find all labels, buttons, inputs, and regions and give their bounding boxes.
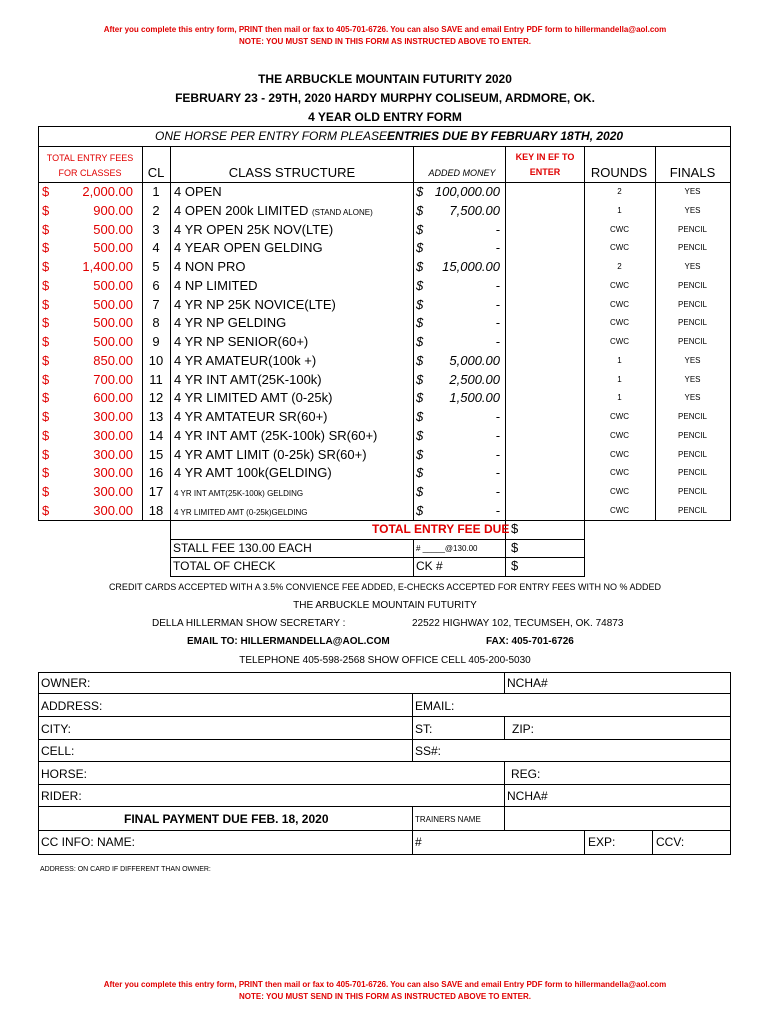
- class-number: 11: [149, 371, 163, 387]
- class-number: 16: [148, 465, 164, 481]
- class-name-main: 4 OPEN: [174, 184, 222, 199]
- class-name: [174, 184, 222, 199]
- added-amount: 100,000.00: [434, 184, 500, 199]
- fee-dollar-sign: $: [42, 202, 50, 218]
- added-amount: 1,500.00: [449, 390, 500, 406]
- fee-amount: 500.00: [93, 334, 133, 349]
- rounds-value: CWC: [609, 318, 630, 328]
- class-name: [174, 315, 286, 330]
- class-number: 5: [152, 259, 160, 274]
- final-payment-note: FINAL PAYMENT DUE FEB. 18, 2020: [124, 812, 329, 826]
- finals-value: PENCIL: [678, 430, 707, 440]
- class-number: 6: [152, 277, 160, 293]
- class-name: [174, 372, 322, 387]
- class-name: [174, 428, 377, 443]
- class-name-main: 4 YR AMTATEUR SR(60+): [174, 409, 328, 424]
- entry-fee-key-cell[interactable]: [506, 315, 583, 332]
- fee-dollar-sign: $: [42, 484, 50, 499]
- class-name: [174, 240, 323, 255]
- added-dollar-sign: $: [416, 409, 424, 424]
- city-field[interactable]: CITY:: [41, 722, 72, 736]
- fee-amount: 300.00: [93, 502, 133, 518]
- zip-field[interactable]: ZIP:: [512, 722, 535, 736]
- added-dollar-sign: $: [416, 390, 424, 406]
- one-horse-note: ONE HORSE PER ENTRY FORM PLEASE: [155, 129, 388, 143]
- cc-ccv-field[interactable]: CCV:: [656, 835, 685, 849]
- class-name-note: 4 YR INT AMT(25K-100k) GELDING: [174, 489, 304, 498]
- trainers-name-field[interactable]: TRAINERS NAME: [415, 815, 481, 824]
- class-name: [174, 222, 333, 237]
- class-name: [174, 503, 308, 518]
- added-amount: -: [495, 240, 500, 256]
- class-name-main: 4 YR LIMITED AMT (0-25k): [174, 390, 333, 406]
- class-name: [174, 278, 258, 293]
- total-check-dollar: $: [511, 558, 519, 573]
- rider-field[interactable]: RIDER:: [41, 789, 82, 803]
- rounds-value: 1: [617, 205, 622, 215]
- fee-dollar-sign: $: [42, 184, 50, 199]
- rounds-value: 1: [617, 374, 622, 384]
- fee-dollar-sign: $: [42, 240, 50, 256]
- entry-fee-key-cell[interactable]: [506, 372, 583, 389]
- added-amount: 7,500.00: [449, 202, 500, 218]
- fee-dollar-sign: $: [42, 315, 50, 331]
- added-amount: 5,000.00: [449, 352, 500, 368]
- entry-fee-key-cell[interactable]: [506, 390, 583, 407]
- class-name: [174, 259, 246, 274]
- rounds-value: CWC: [609, 299, 630, 309]
- finals-value: YES: [684, 393, 701, 403]
- finals-value: PENCIL: [678, 299, 707, 309]
- finals-value: YES: [684, 262, 701, 271]
- class-name-main: 4 YR AMT 100k(GELDING): [174, 465, 332, 481]
- fee-dollar-sign: $: [42, 352, 50, 368]
- rounds-value: CWC: [609, 449, 630, 459]
- entry-fee-key-cell[interactable]: [506, 465, 583, 482]
- event-dates: FEBRUARY 23 - 29TH, 2020 HARDY MURPHY COLISEUM, ARDMORE, OK.: [175, 91, 595, 105]
- added-amount: 2,500.00: [449, 371, 500, 387]
- entry-fee-key-cell[interactable]: [506, 409, 583, 426]
- fee-dollar-sign: $: [42, 390, 50, 406]
- rounds-value: CWC: [609, 412, 630, 421]
- added-dollar-sign: $: [416, 221, 424, 237]
- class-name-main: 4 YR AMT LIMIT (0-25k) SR(60+): [174, 446, 367, 462]
- added-amount: -: [495, 296, 500, 312]
- cc-name-field[interactable]: CC INFO: NAME:: [41, 835, 136, 849]
- class-name: [174, 447, 367, 462]
- class-name-note: 4 YR LIMITED AMT (0-25k)GELDING: [174, 507, 308, 517]
- finals-value: PENCIL: [678, 280, 707, 290]
- class-number: 14: [148, 427, 164, 443]
- class-number: 12: [148, 390, 164, 406]
- fee-amount: 500.00: [93, 240, 133, 256]
- added-amount: -: [495, 409, 500, 424]
- class-name: [174, 334, 308, 349]
- entry-fee-key-cell[interactable]: [506, 428, 583, 445]
- class-number: 1: [152, 184, 160, 199]
- col-fees-line2: FOR CLASSES: [58, 168, 122, 178]
- finals-value: PENCIL: [678, 337, 707, 346]
- entry-fee-key-cell[interactable]: [506, 503, 583, 520]
- fee-dollar-sign: $: [42, 465, 50, 481]
- class-name-main: 4 YR NP 25K NOVICE(LTE): [174, 296, 336, 312]
- state-field[interactable]: ST:: [415, 722, 433, 736]
- added-dollar-sign: $: [416, 334, 424, 349]
- fee-dollar-sign: $: [42, 371, 50, 387]
- rounds-value: CWC: [609, 280, 630, 290]
- fee-dollar-sign: $: [42, 259, 50, 274]
- entry-fee-key-cell[interactable]: [506, 222, 583, 239]
- class-name-main: 4 NON PRO: [174, 259, 246, 274]
- finals-value: YES: [684, 374, 701, 384]
- bottom-notice-line2: NOTE: YOU MUST SEND IN THIS FORM AS INSTRUCTED ABOVE TO ENTER.: [238, 992, 531, 1001]
- fee-amount: 900.00: [93, 202, 133, 218]
- col-class-structure: CLASS STRUCTURE: [228, 165, 356, 180]
- finals-value: YES: [684, 355, 701, 365]
- added-amount: -: [495, 484, 500, 499]
- class-name: [174, 203, 373, 218]
- added-amount: -: [495, 446, 500, 462]
- org-name: THE ARBUCKLE MOUNTAIN FUTURITY: [293, 600, 477, 611]
- finals-value: PENCIL: [678, 243, 707, 253]
- fee-amount: 300.00: [93, 484, 133, 499]
- col-added-money: ADDED MONEY: [428, 168, 496, 178]
- class-name-note: (STAND ALONE): [312, 207, 373, 217]
- finals-value: PENCIL: [678, 318, 707, 328]
- class-number: 9: [152, 334, 160, 349]
- added-dollar-sign: $: [416, 502, 424, 518]
- entry-fee-key-cell[interactable]: [506, 334, 583, 351]
- class-name: [174, 297, 336, 312]
- email-to[interactable]: EMAIL TO: HILLERMANDELLA@AOL.COM: [187, 636, 390, 647]
- added-amount: -: [495, 465, 500, 481]
- fee-amount: 500.00: [93, 277, 133, 293]
- added-dollar-sign: $: [416, 465, 424, 481]
- rounds-value: CWC: [609, 487, 630, 496]
- rounds-value: CWC: [609, 224, 630, 234]
- rounds-value: CWC: [609, 243, 630, 253]
- entries-due-note: ENTRIES DUE BY FEBRUARY 18TH, 2020: [387, 129, 624, 143]
- entry-fee-key-cell[interactable]: [506, 184, 583, 201]
- added-dollar-sign: $: [416, 427, 424, 443]
- entry-fee-key-cell[interactable]: [506, 278, 583, 295]
- fee-amount: 500.00: [93, 221, 133, 237]
- rounds-value: 1: [617, 355, 622, 365]
- class-name-main: 4 YR INT AMT(25K-100k): [174, 371, 322, 387]
- address-field[interactable]: ADDRESS:: [41, 699, 103, 713]
- stall-fee-label: STALL FEE 130.00 EACH: [173, 541, 312, 555]
- class-name: [174, 465, 332, 480]
- class-name: [174, 409, 328, 424]
- added-dollar-sign: $: [416, 352, 424, 368]
- class-name-main: 4 OPEN 200k LIMITED: [174, 202, 312, 218]
- telephone-line: TELEPHONE 405-598-2568 SHOW OFFICE CELL 405-200-5030: [239, 655, 531, 666]
- form-title: 4 YEAR OLD ENTRY FORM: [308, 110, 462, 124]
- fee-amount: 700.00: [93, 371, 133, 387]
- class-name-main: 4 YR INT AMT (25K-100k) SR(60+): [174, 427, 378, 443]
- finals-value: YES: [684, 187, 701, 196]
- fax-number: FAX: 405-701-6726: [486, 636, 574, 647]
- rounds-value: 2: [617, 187, 622, 196]
- total-fee-dollar: $: [511, 521, 519, 536]
- total-check-label: TOTAL OF CHECK: [173, 559, 276, 573]
- entry-fee-key-cell[interactable]: [506, 484, 583, 501]
- top-notice-line2: NOTE: YOU MUST SEND IN THIS FORM AS INSTRUCTED ABOVE TO ENTER.: [238, 37, 531, 46]
- finals-value: PENCIL: [678, 505, 707, 515]
- fee-dollar-sign: $: [42, 502, 50, 518]
- top-notice-line1: After you complete this entry form, PRINT then mail or fax to 405-701-6726. You can also SAVE and email Entry PDF form to hillermandella@aol.com: [103, 25, 667, 34]
- added-dollar-sign: $: [416, 484, 424, 499]
- added-amount: -: [495, 221, 500, 237]
- col-finals: FINALS: [669, 165, 716, 180]
- finals-value: PENCIL: [678, 468, 707, 478]
- rounds-value: CWC: [609, 505, 630, 515]
- entry-fee-key-cell[interactable]: [506, 447, 583, 464]
- class-name: [174, 484, 303, 499]
- added-dollar-sign: $: [416, 371, 424, 387]
- class-number: 4: [152, 240, 160, 256]
- cc-number-field[interactable]: #: [415, 835, 422, 849]
- col-rounds: ROUNDS: [590, 165, 648, 180]
- class-name-main: 4 YR OPEN 25K NOV(LTE): [174, 221, 334, 237]
- fee-amount: 500.00: [93, 296, 133, 312]
- cc-exp-field[interactable]: EXP:: [588, 835, 616, 849]
- class-number: 7: [152, 296, 160, 312]
- class-name: [174, 390, 332, 405]
- added-dollar-sign: $: [416, 259, 424, 274]
- secretary-label: DELLA HILLERMAN SHOW SECRETARY :: [152, 618, 346, 629]
- added-dollar-sign: $: [416, 184, 424, 199]
- col-fees-line1: TOTAL ENTRY FEES: [46, 153, 134, 163]
- fee-dollar-sign: $: [42, 296, 50, 312]
- fee-amount: 600.00: [93, 390, 133, 406]
- fee-dollar-sign: $: [42, 446, 50, 462]
- class-number: 17: [148, 484, 164, 499]
- rounds-value: CWC: [609, 468, 630, 478]
- fee-amount: 2,000.00: [82, 184, 133, 199]
- col-key-line1: KEY IN EF TO: [515, 152, 575, 162]
- class-number: 15: [148, 446, 164, 462]
- total-fee-label: TOTAL ENTRY FEE DUE: [372, 522, 510, 536]
- class-name-main: 4 YR AMATEUR(100k +): [174, 352, 317, 368]
- class-number: 2: [152, 202, 160, 218]
- class-name-main: 4 NP LIMITED: [174, 277, 258, 293]
- entry-fee-key-cell[interactable]: [506, 240, 583, 257]
- added-dollar-sign: $: [416, 202, 424, 218]
- fee-amount: 300.00: [93, 409, 133, 424]
- added-amount: -: [495, 427, 500, 443]
- class-number: 13: [148, 409, 164, 424]
- class-number: 18: [148, 502, 164, 518]
- class-number: 8: [152, 315, 160, 331]
- added-dollar-sign: $: [416, 446, 424, 462]
- credit-card-note: CREDIT CARDS ACCEPTED WITH A 3.5% CONVIENCE FEE ADDED, E-CHECKS ACCEPTED FOR ENTRY FEES WITH NO % ADDED: [108, 582, 662, 592]
- rounds-value: 1: [617, 393, 622, 403]
- card-address-note[interactable]: ADDRESS: ON CARD IF DIFFERENT THAN OWNER:: [40, 866, 211, 873]
- class-number: 3: [152, 221, 160, 237]
- stall-fee-dollar: $: [511, 540, 519, 555]
- fee-amount: 300.00: [93, 427, 133, 443]
- col-key-line2: ENTER: [529, 167, 561, 177]
- added-amount: 15,000.00: [442, 259, 500, 274]
- rider-ncha-field[interactable]: NCHA#: [507, 789, 548, 803]
- fee-dollar-sign: $: [42, 221, 50, 237]
- class-name-main: 4 YR NP SENIOR(60+): [174, 334, 309, 349]
- cell-field[interactable]: CELL:: [41, 744, 75, 758]
- class-name-main: 4 YR NP GELDING: [174, 315, 287, 331]
- added-dollar-sign: $: [416, 315, 424, 331]
- fee-amount: 300.00: [93, 465, 133, 481]
- entry-fee-key-cell[interactable]: [506, 259, 583, 276]
- added-amount: -: [495, 315, 500, 331]
- fee-dollar-sign: $: [42, 277, 50, 293]
- entry-fee-key-cell[interactable]: [506, 353, 583, 370]
- entry-fee-key-cell[interactable]: [506, 203, 583, 220]
- class-name-main: 4 YEAR OPEN GELDING: [174, 240, 323, 256]
- stall-fee-calc[interactable]: # _____@130.00: [416, 544, 478, 553]
- fee-amount: 300.00: [93, 446, 133, 462]
- fee-dollar-sign: $: [42, 409, 50, 424]
- horse-field[interactable]: HORSE:: [41, 767, 88, 781]
- bottom-notice-line1: After you complete this entry form, PRINT then mail or fax to 405-701-6726. You can also SAVE and email Entry PDF form to hillermandella@aol.com: [103, 980, 667, 989]
- class-name: [174, 353, 316, 368]
- rounds-value: CWC: [609, 337, 630, 346]
- added-amount: -: [495, 277, 500, 293]
- fee-amount: 850.00: [93, 352, 133, 368]
- col-cl: CL: [147, 165, 165, 180]
- added-amount: -: [495, 502, 500, 518]
- fee-dollar-sign: $: [42, 334, 50, 349]
- event-title: THE ARBUCKLE MOUNTAIN FUTURITY 2020: [258, 72, 512, 86]
- rounds-value: 2: [617, 262, 622, 271]
- owner-field[interactable]: OWNER:: [41, 676, 91, 690]
- added-dollar-sign: $: [416, 277, 424, 293]
- finals-value: PENCIL: [678, 449, 707, 459]
- fee-dollar-sign: $: [42, 427, 50, 443]
- ssn-field[interactable]: SS#:: [415, 744, 442, 758]
- check-number-label[interactable]: CK #: [416, 559, 443, 573]
- reg-field[interactable]: REG:: [511, 767, 541, 781]
- fee-amount: 1,400.00: [82, 259, 133, 274]
- rounds-value: CWC: [609, 430, 630, 440]
- finals-value: PENCIL: [678, 412, 707, 421]
- finals-value: YES: [684, 205, 701, 215]
- fee-amount: 500.00: [93, 315, 133, 331]
- finals-value: PENCIL: [678, 487, 707, 496]
- class-number: 10: [148, 352, 164, 368]
- ncha-field[interactable]: NCHA#: [507, 676, 548, 690]
- finals-value: PENCIL: [678, 224, 707, 234]
- added-amount: -: [495, 334, 500, 349]
- entry-fee-key-cell[interactable]: [506, 297, 583, 314]
- secretary-address: 22522 HIGHWAY 102, TECUMSEH, OK. 74873: [412, 618, 624, 629]
- added-dollar-sign: $: [416, 296, 424, 312]
- added-dollar-sign: $: [416, 240, 424, 256]
- email-field[interactable]: EMAIL:: [415, 699, 455, 713]
